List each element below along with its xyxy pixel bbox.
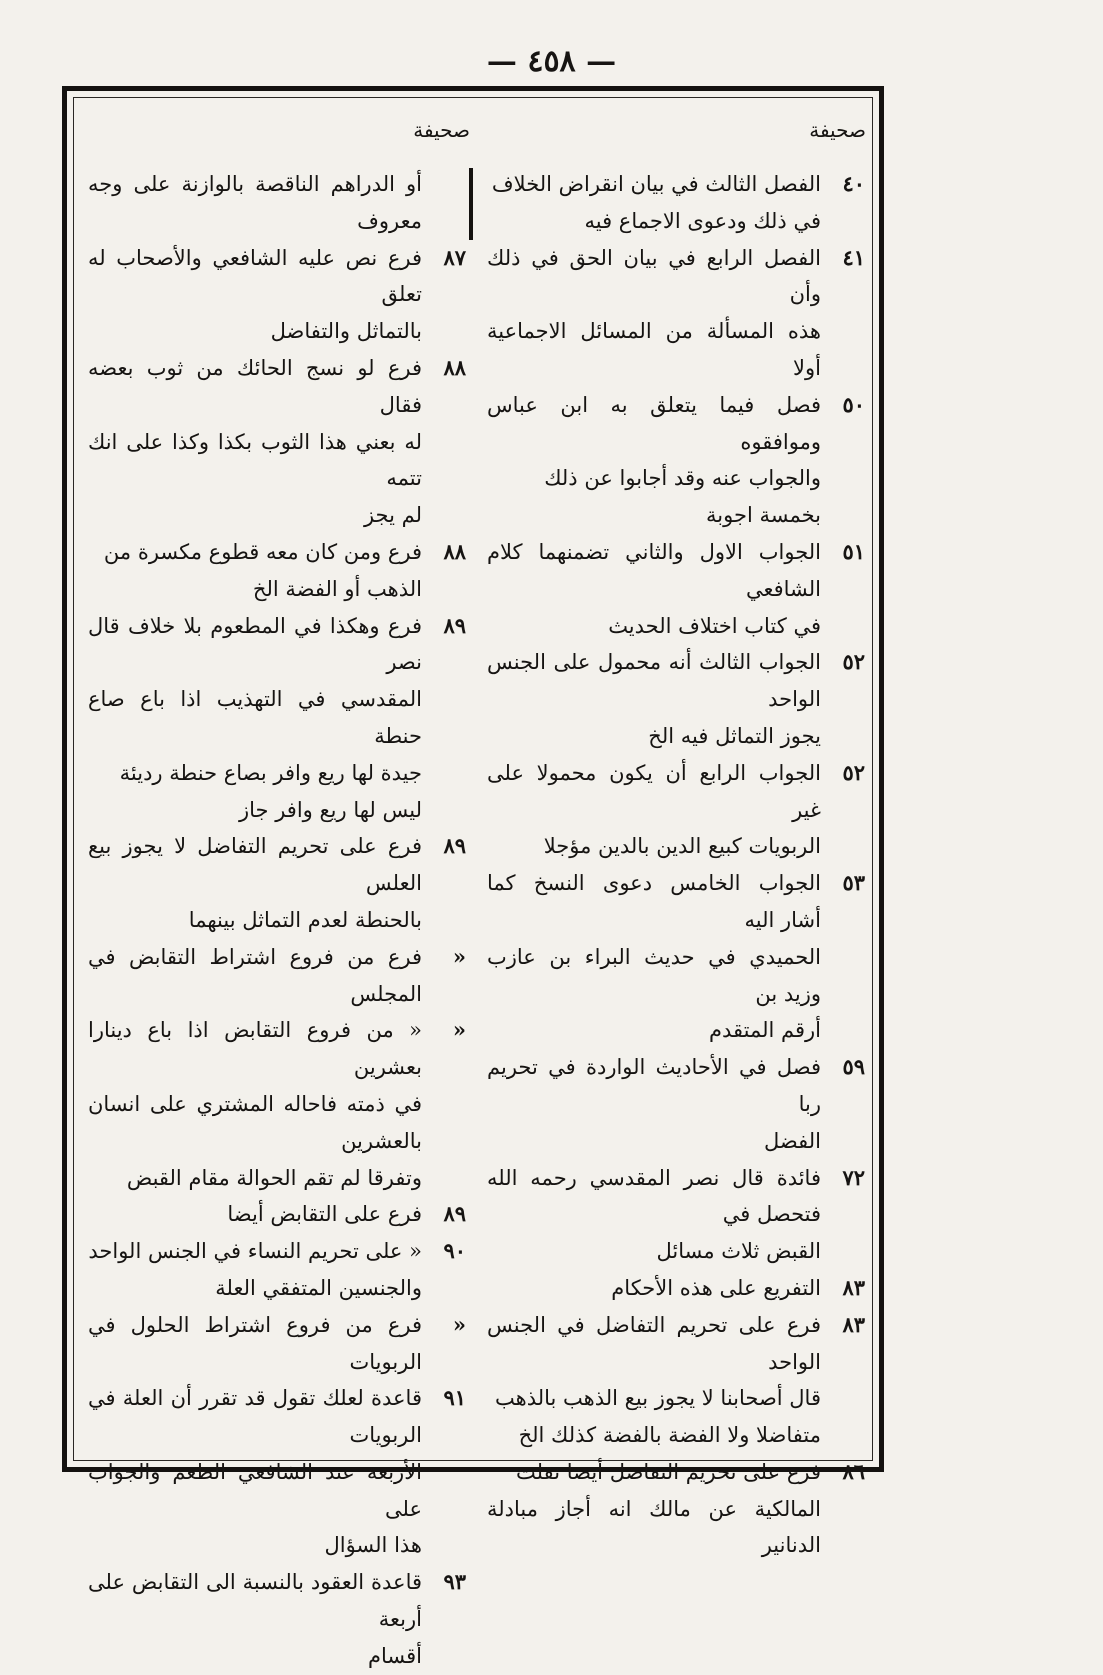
page-ref-number: ٨٨ (443, 538, 466, 564)
page-ref-number: ٥٣ (842, 870, 865, 896)
index-entry-line (88, 939, 466, 1013)
page-ref-number: ٨٦ (842, 1458, 865, 1484)
page-ref-number: ٥١ (842, 538, 865, 564)
page-ref-number: ٥٠ (842, 391, 865, 417)
page-ref-number: ٥٢ (842, 649, 865, 675)
entry-text: في ذلك ودعوى الاجماع فيه (584, 208, 821, 233)
index-entry-line (88, 166, 466, 240)
index-entry-line (88, 534, 466, 571)
index-entry-line (88, 571, 466, 608)
index-entry-line (487, 1380, 865, 1417)
index-entry-line (487, 460, 865, 497)
index-entry-line (88, 1233, 466, 1270)
index-entry-line (487, 1233, 865, 1270)
page-column-heading-left: صحيفة (413, 118, 470, 142)
index-entry-line (88, 1380, 466, 1454)
entry-text: فرع على تحريم التفاضل أيضا نقلت (516, 1459, 821, 1484)
page-ref-number (422, 166, 466, 240)
index-entry-line (487, 313, 865, 387)
entry-text: فرع على التقابض أيضا (227, 1202, 422, 1227)
index-entry-line (88, 1527, 466, 1564)
index-entry-line (487, 203, 865, 240)
entry-text: فرع من فروع اشتراط الحلول في الربويات (88, 1312, 422, 1374)
page-ref-number: ٤٠ (842, 171, 865, 196)
index-entry-line (88, 681, 466, 755)
index-entry-line (487, 240, 865, 314)
entry-text: هذه المسألة من المسائل الاجماعية أولا (487, 319, 821, 380)
index-entry-line (88, 792, 466, 829)
entry-text: جيدة لها ريع وافر بصاع حنطة رديئة (119, 760, 422, 785)
page-ref-number: « (452, 1311, 466, 1337)
entry-text: أرقم المتقدم (708, 1018, 821, 1043)
index-entry-line (88, 608, 466, 682)
page-ref-number: ٨٩ (443, 833, 466, 859)
index-entry-line (487, 497, 865, 534)
entry-text: المقدسي في التهذيب اذا باع صاع حنطة (88, 687, 422, 748)
entry-text: في ذمته فاحاله المشتري على انسان بالعشرين (88, 1091, 422, 1153)
entry-text: قاعدة لعلك تقول قد تقرر أن العلة في الربويات (88, 1386, 422, 1448)
index-entry-line (88, 902, 466, 939)
index-column-right (487, 166, 865, 1564)
index-entry-line (487, 1270, 865, 1307)
entry-text: متفاضلا ولا الفضة بالفضة كذلك الخ (518, 1423, 821, 1448)
entry-text: المالكية عن مالك انه أجاز مبادلة الدنانير (487, 1496, 821, 1558)
page-number: — ٤٥٨ — (486, 44, 617, 79)
index-entry-line (487, 608, 865, 645)
index-entry-line (487, 1307, 865, 1381)
index-entry-line (88, 1564, 466, 1638)
entry-text: ليس لها ريع وافر جاز (239, 797, 422, 822)
entry-text: فصل في الأحاديث الواردة في تحريم ربا (487, 1055, 821, 1116)
page-ref-number: ٩٣ (443, 1569, 466, 1595)
index-entry-line (88, 1638, 466, 1675)
entry-text: وتفرقا لم تقم الحوالة مقام القبض (126, 1165, 422, 1190)
index-entry-line (88, 1270, 466, 1307)
index-entry-line (88, 1307, 466, 1381)
entry-text: الحميدي في حديث البراء بن عازب وزيد بن (487, 944, 821, 1006)
index-entry-line (487, 865, 865, 939)
entry-text: أو الدراهم الناقصة بالوازنة على وجه معروف (88, 172, 422, 233)
entry-text: القبض ثلاث مسائل (656, 1239, 821, 1264)
column-divider (469, 168, 473, 240)
entry-text: الأربعة عند الشافعي الطعم والجواب على (88, 1459, 422, 1521)
page-ref-number: ٤١ (842, 244, 865, 270)
index-entry-line (88, 1454, 466, 1528)
entry-text: أقسام (367, 1643, 422, 1668)
entry-text: يجوز التماثل فيه الخ (648, 723, 821, 748)
index-entry-line (88, 1012, 466, 1086)
entry-text: فرع لو نسج الحائك من ثوب بعضه فقال (88, 355, 422, 417)
index-entry-line (487, 644, 865, 718)
entry-text: فرع ومن كان معه قطوع مكسرة من (103, 539, 422, 564)
index-entry-line (88, 313, 466, 350)
index-entry-line (487, 534, 865, 608)
entry-text: فرع نص عليه الشافعي والأصحاب له تعلق (88, 245, 422, 307)
index-entry-line (487, 1454, 865, 1491)
index-entry-line (88, 350, 466, 424)
page-column-heading-right: صحيفة (809, 118, 866, 142)
page-ref-number: ٨٨ (443, 354, 466, 380)
index-entry-line (88, 828, 466, 902)
index-entry-line (487, 828, 865, 865)
entry-text: والجواب عنه وقد أجابوا عن ذلك (544, 466, 821, 491)
index-entry-line (487, 1123, 865, 1160)
index-column-left (88, 166, 466, 1675)
entry-text: قاعدة العقود بالنسبة الى التقابض على أربعة (88, 1570, 422, 1632)
entry-text: بخمسة اجوبة (706, 503, 821, 528)
entry-text: الجواب الثالث أنه محمول على الجنس الواحد (487, 650, 821, 712)
index-entry-line (487, 939, 865, 1013)
entry-text: التفريع على هذه الأحكام (611, 1275, 821, 1300)
page-ref-number: « (452, 943, 466, 969)
entry-text: فرع على تحريم التفاضل لا يجوز بيع العلس (88, 834, 422, 896)
page-ref-number: ٥٩ (842, 1054, 865, 1080)
index-entry-line (487, 166, 865, 203)
entry-text: الفضل (764, 1128, 821, 1153)
index-entry-line (487, 718, 865, 755)
index-entry-line (487, 1160, 865, 1234)
index-entry-line (88, 1160, 466, 1197)
page-ref-number: ٥٢ (842, 759, 865, 785)
entry-text: له بعني هذا الثوب بكذا وكذا على انك تتمه (88, 429, 422, 491)
page-ref-number: « (452, 1017, 466, 1043)
entry-text: الذهب أو الفضة الخ (252, 576, 422, 601)
entry-text: لم يجز (363, 503, 422, 528)
entry-text: قال أصحابنا لا يجوز بيع الذهب بالذهب (495, 1386, 821, 1411)
page-ref-number: ٨٩ (443, 612, 466, 638)
index-entry-line (487, 1491, 865, 1565)
page-ref-number: ٨٣ (842, 1274, 865, 1300)
entry-text: فرع على تحريم التفاضل في الجنس الواحد (487, 1312, 821, 1374)
entry-text: فرع وهكذا في المطعوم بلا خلاف قال نصر (88, 613, 422, 675)
index-entry-line (88, 424, 466, 498)
index-entry-line (88, 240, 466, 314)
entry-text: الجواب الاول والثاني تضمنهما كلام الشافعي (487, 539, 821, 601)
index-entry-line (487, 387, 865, 461)
index-entry-line (88, 1196, 466, 1233)
entry-text: الفصل الرابع في بيان الحق في ذلك وأن (487, 245, 821, 307)
index-entry-line (487, 1417, 865, 1454)
entry-text: بالتماثل والتفاضل (270, 319, 422, 344)
page-ref-number: ٨٧ (443, 244, 466, 270)
index-entry-line (88, 755, 466, 792)
entry-text: بالحنطة لعدم التماثل بينهما (188, 907, 422, 932)
entry-text: هذا السؤال (324, 1533, 422, 1558)
entry-text: الجواب الخامس دعوى النسخ كما أشار اليه (487, 871, 821, 932)
index-entry-line (487, 1012, 865, 1049)
entry-text: فائدة قال نصر المقدسي رحمه الله فتحصل في (487, 1165, 821, 1227)
entry-text: الجواب الرابع أن يكون محمولا على غير (487, 760, 821, 822)
page-ref-number: ٨٩ (443, 1201, 466, 1227)
index-entry-line (88, 1086, 466, 1160)
index-entry-line (487, 755, 865, 829)
entry-text: فرع من فروع اشتراط التقابض في المجلس (88, 944, 422, 1006)
page-ref-number: ٨٣ (842, 1311, 865, 1337)
entry-text: الفصل الثالث في بيان انقراض الخلاف (491, 172, 821, 196)
page-ref-number: ٩١ (443, 1385, 466, 1411)
page-ref-number: ٩٠ (443, 1238, 466, 1264)
entry-text: « من فروع التقابض اذا باع دينارا بعشرين (88, 1018, 422, 1080)
page-ref-number: ٧٢ (842, 1164, 865, 1190)
index-entry-line (88, 497, 466, 534)
entry-text: فصل فيما يتعلق به ابن عباس وموافقوه (487, 392, 821, 454)
entry-text: والجنسين المتفقي العلة (215, 1275, 422, 1300)
entry-text: الربويات كبيع الدين بالدين مؤجلا (543, 834, 821, 859)
index-entry-line (487, 1049, 865, 1123)
entry-text: « على تحريم النساء في الجنس الواحد (88, 1239, 422, 1264)
entry-text: في كتاب اختلاف الحديث (608, 613, 821, 638)
